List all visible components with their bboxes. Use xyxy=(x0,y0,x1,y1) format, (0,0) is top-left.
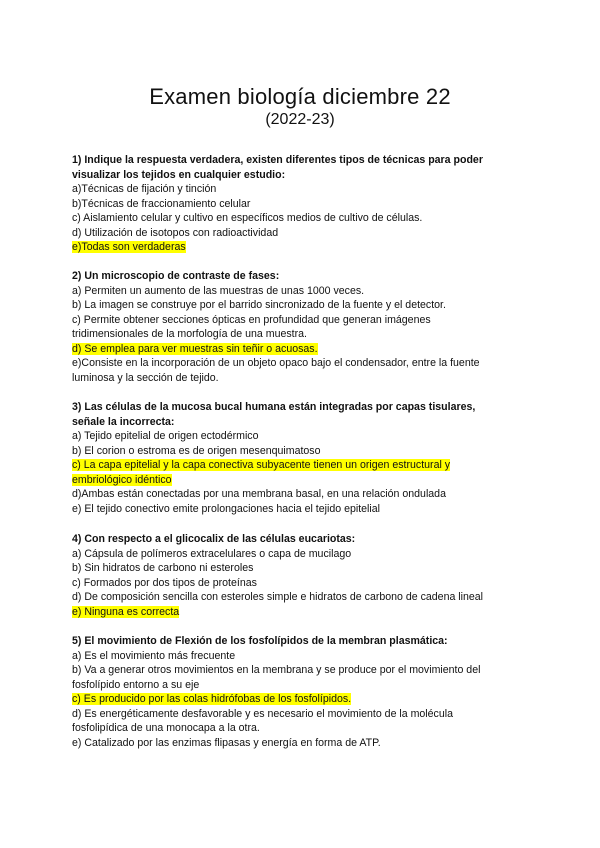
answer-option-highlighted xyxy=(72,240,532,255)
answer-option: c) Formados por dos tipos de proteínas xyxy=(72,576,257,589)
question-4 xyxy=(72,532,532,619)
highlight-marker: e)Todas son verdaderas xyxy=(72,241,186,253)
highlight-marker: d) Se emplea para ver muestras sin teñir o acuosas. xyxy=(72,342,318,355)
answer-option: a) Cápsula de polímeros extracelulares o capa de mucilago xyxy=(72,547,352,560)
page-subtitle: (2022-23) xyxy=(265,111,335,128)
highlight-marker: c) Es producido por las colas hidrófobas de los fosfolípidos. xyxy=(72,693,352,705)
answer-option: b) Sin hidratos de carbono ni esteroles xyxy=(72,562,254,574)
answer-option: d)Ambas están conectadas por una membrana basal, en una relación ondulada xyxy=(72,488,446,500)
question-stem: visualizar los tejidos en cualquier estudio: xyxy=(72,168,286,181)
answer-option: a) Tejido epitelial de origen ectodérmico xyxy=(72,430,259,442)
answer-option: d) Es energéticamente desfavorable y es necesario el movimiento de la molécula xyxy=(72,707,453,720)
answer-option: b)Técnicas de fraccionamiento celular xyxy=(72,197,251,210)
question-stem: 3) Las células de la mucosa bucal humana están integradas por capas tisulares, xyxy=(72,401,476,413)
answer-option: e) El tejido conectivo emite prolongaciones hacia el tejido epitelial xyxy=(72,502,380,515)
answer-option: a)Técnicas de fijación y tinción xyxy=(72,183,217,195)
answer-option: e) Catalizado por las enzimas flipasas y energía en forma de ATP. xyxy=(72,736,381,749)
question-stem: 5) El movimiento de Flexión de los fosfolípidos de la membran plasmática: xyxy=(72,635,448,647)
answer-option: a) Es el movimiento más frecuente xyxy=(72,649,236,662)
question-stem: señale la incorrecta: xyxy=(72,415,175,428)
answer-option: b) Va a generar otros movimientos en la membrana y se produce por el movimiento del xyxy=(72,664,481,676)
answer-option: fosfolípido entorno a su eje xyxy=(72,678,200,691)
question-stem: 2) Un microscopio de contraste de fases: xyxy=(72,270,280,282)
answer-option: d) Utilización de isotopos con radioactividad xyxy=(72,226,279,239)
answer-option-highlighted xyxy=(72,458,532,473)
highlight-marker: e) Ninguna es correcta xyxy=(72,605,180,618)
question-stem: 4) Con respecto a el glicocalix de las células eucariotas: xyxy=(72,533,356,545)
answer-option-highlighted xyxy=(72,473,532,488)
answer-option: c) Aislamiento celular y cultivo en específicos medios de cultivo de células. xyxy=(72,212,423,224)
highlight-marker: c) La capa epitelial y la capa conectiva subyacente tienen un origen estructural y xyxy=(72,459,451,471)
answer-option: b) La imagen se construye por el barrido sincronizado de la fuente y el detector. xyxy=(72,299,446,311)
answer-option: a) Permiten un aumento de las muestras de unas 1000 veces. xyxy=(72,284,365,297)
answer-option-highlighted xyxy=(72,605,532,620)
answer-option: b) El corion o estroma es de origen mesenquimatoso xyxy=(72,444,321,457)
highlight-marker: embriológico idéntico xyxy=(72,473,172,486)
question-5 xyxy=(72,634,532,750)
answer-option: d) De composición sencilla con esteroles simple e hidratos de carbono de cadena lineal xyxy=(72,591,484,603)
answer-option: fosfolipídica de una monocapa a la otra. xyxy=(72,722,260,734)
question-3 xyxy=(72,400,532,516)
answer-option: c) Permite obtener secciones ópticas en profundidad que generan imágenes xyxy=(72,313,431,326)
answer-option-highlighted xyxy=(72,342,532,357)
answer-option: luminosa y la sección de tejido. xyxy=(72,371,219,384)
question-2 xyxy=(72,269,532,385)
answer-option-highlighted xyxy=(72,692,532,707)
question-stem: 1) Indique la respuesta verdadera, existen diferentes tipos de técnicas para poder xyxy=(72,154,483,166)
question-1 xyxy=(72,153,532,255)
answer-option: e)Consiste en la incorporación de un objeto opaco bajo el condensador, entre la fuente xyxy=(72,357,480,369)
page-title: Examen biología diciembre 22 xyxy=(149,84,451,109)
answer-option: tridimensionales de la morfología de una muestra. xyxy=(72,328,307,340)
